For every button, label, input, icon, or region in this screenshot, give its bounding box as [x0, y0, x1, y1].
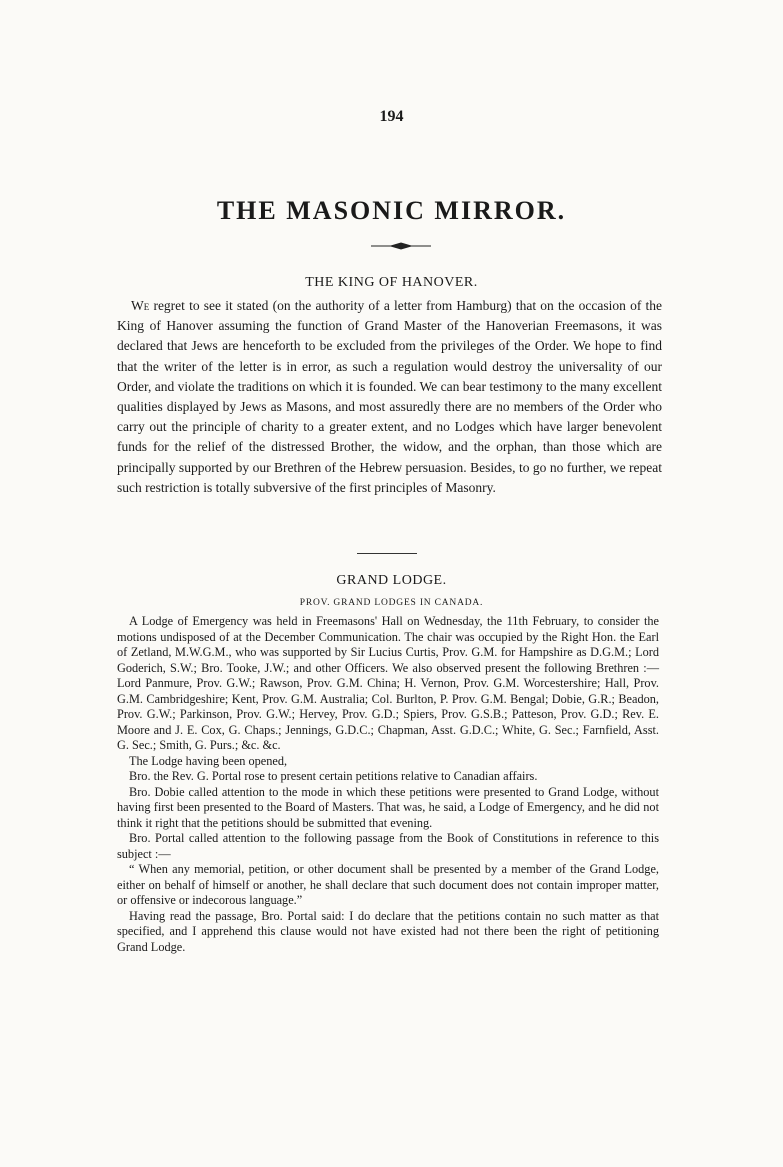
section-subtitle: PROV. GRAND LODGES IN CANADA.	[299, 598, 484, 608]
quoted-rule-paragraph: “ When any memorial, petition, or other document shall be presented by a member of the Grand Lodge, either on behalf of himself or another, he shall declare that such document does not contain improper matter, or offensive or indecorous language.”	[117, 862, 659, 907]
section-title: GRAND LODGE.	[336, 573, 447, 588]
page-number: 194	[379, 108, 404, 125]
section-divider-rule	[357, 553, 417, 554]
section-paragraph: Bro. Portal called attention to the following passage from the Book of Constitutions in reference to this subject :—	[117, 831, 659, 861]
section-paragraph: Bro. the Rev. G. Portal rose to present certain petitions relative to Canadian affairs.	[129, 769, 538, 783]
masthead-title: THE MASONIC MIRROR.	[216, 196, 567, 225]
divider-ornament-icon	[371, 240, 431, 252]
section-body	[117, 614, 659, 955]
article-lead-word: We	[131, 298, 150, 313]
section-paragraph: A Lodge of Emergency was held in Freemasons' Hall on Wednesday, the 11th February, to consider the motions undisposed of at the December Communication. The chair was occupied by the Right Hon. the Earl of Zetland, M.W.G.M., who was supported by Sir Lucius Curtis, Prov. G.M. for Hampshire as D.G.M.; Lord Goderich, S.W.; Bro. Tooke, J.W.; and other Officers. We also observed present the following Brethren :—Lord Panmure, Prov. G.W.; Rawson, Prov. G.M. China; H. Vernon, Prov. G.M. Worcestershire; Hall, Prov. G.M. Cambridgeshire; Kent, Prov. G.M. Australia; Col. Burlton, P. Prov. G.M. Bengal; Dobie, G.R.; Beadon, Prov. G.W.; Parkinson, Prov. G.W.; Hervey, Prov. G.D.; Spiers, Prov. G.S.B.; Patteson, Prov. G.D.; Rev. E. Moore and J. E. Cox, G. Chaps.; Jennings, G.D.C.; Chapman, Asst. G.D.C.; White, G. Sec.; Farnfield, Asst. G. Sec.; Smith, G. Purs.; &c. &c.	[117, 614, 659, 752]
section-paragraph: Bro. Dobie called attention to the mode in which these petitions were presented to Grand Lodge, without having first been presented to the Board of Masters. That was, he said, a Lodge of Emergency, and he did not think it right that the petitions should be submitted that evening.	[117, 784, 659, 830]
article-body-text: regret to see it stated (on the authority of a letter from Hamburg) that on the occasion of the King of Hanover assuming the function of Grand Master of the Hanoverian Freemasons, it was declared that Jews are henceforth to be excluded from the privileges of the Order. We hope to find that the writer of the letter is in error, as such a regulation would destroy the universality of our Order, and violate the traditions on which it is founded. We can bear testimony to the many excellent qualities displayed by Jews as Masons, and most assuredly there are no members of the Order who carry out the principle of charity to a greater extent, and no Lodges which have larger benevolent funds for the relief of the distressed Brother, the widow, and the orphan, than those which are principally supported by our Brethren of the Hebrew persuasion. Besides, to go no further, we repeat such restriction is totally subversive of the first principles of Masonry.	[117, 298, 662, 495]
article-title: THE KING OF HANOVER.	[305, 275, 478, 290]
section-paragraph: The Lodge having been opened,	[129, 753, 288, 768]
section-paragraph: Having read the passage, Bro. Portal said: I do declare that the petitions contain no such matter as that specified, and I apprehend this clause would not have existed had not there been the right of petitioning Grand Lodge.	[117, 908, 659, 954]
article-body	[117, 296, 662, 498]
